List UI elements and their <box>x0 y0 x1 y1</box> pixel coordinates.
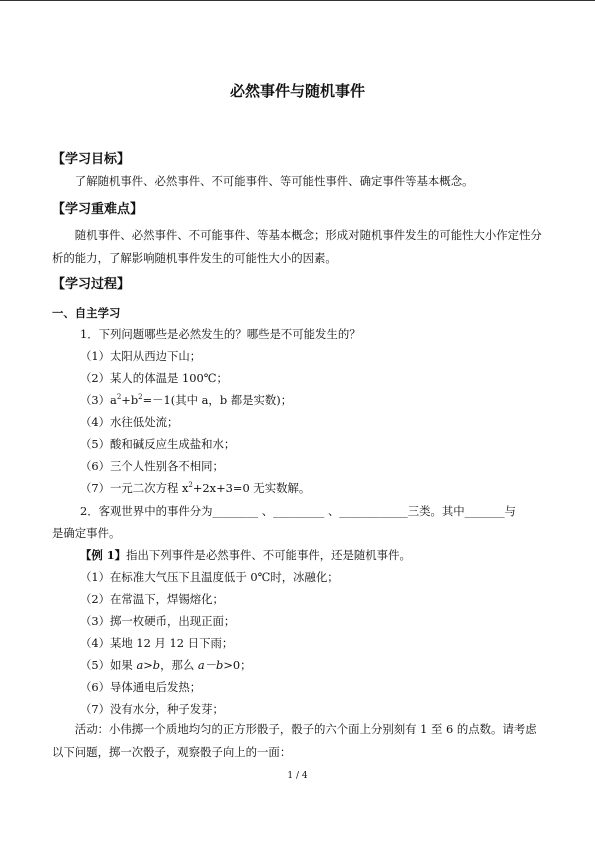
example-1-label: 【例 1】 <box>80 548 127 562</box>
heading-learning-goals: 【学习目标】 <box>52 152 131 167</box>
q1-item-7-post: +2x+3=0 无实数解。 <box>192 481 311 495</box>
example-item-5 <box>80 657 252 673</box>
q1-item-3-mid: +b <box>121 393 139 407</box>
question-2-line-2: 是确定事件。 <box>52 526 121 540</box>
heading-key-difficulties: 【学习重难点】 <box>52 202 144 217</box>
example-item-7: （7）没有水分，种子发芽； <box>80 702 224 716</box>
q1-item-2: （2）某人的体温是 100℃； <box>80 371 228 385</box>
question-1: 1．下列问题哪些是必然发生的？哪些是不可能发生的？ <box>80 327 361 341</box>
q1-item-4: （4）水往低处流； <box>80 415 179 429</box>
example-item-2: （2）在常温下，焊锡熔化； <box>80 592 224 606</box>
superscript-2: 2 <box>188 481 193 490</box>
q1-item-3 <box>80 392 292 408</box>
q1-item-1: （1）太阳从西边下山； <box>80 349 202 363</box>
q1-item-3-pre: （3）a <box>80 393 117 407</box>
example-1-text: 指出下列事件是必然事件、不可能事件，还是随机事件。 <box>126 548 411 562</box>
variable-a: a <box>136 658 144 672</box>
expression-a-minus-b: a－b <box>197 658 224 672</box>
q1-item-7-pre: （7）一元二次方程 x <box>80 481 189 495</box>
q1-item-3-post: =－1(其中 a，b 都是实数)； <box>142 393 293 407</box>
key-difficulties-text: 随机事件、必然事件、不可能事件、等基本概念；形成对随机事件发生的可能性大小作定性分析的能力，了解影响随机事件发生的可能性大小的因素。 <box>52 228 542 265</box>
learning-goals-text: 了解随机事件、必然事件、不可能事件、等可能性事件、确定事件等基本概念。 <box>74 174 474 188</box>
example-item-1: （1）在标准大气压下且温度低于 0℃时，冰融化； <box>80 570 339 584</box>
q1-item-7 <box>80 480 310 496</box>
heading-learning-process: 【学习过程】 <box>52 277 131 292</box>
q1-item-6: （6）三个人性别各不相同； <box>80 459 224 473</box>
document-title: 必然事件与随机事件 <box>229 82 365 100</box>
page-number: 1 / 4 <box>287 771 308 781</box>
q1-item-5: （5）酸和碱反应生成盐和水； <box>80 437 236 451</box>
greater-than: > <box>143 658 153 672</box>
heading-self-study: 一、自主学习 <box>52 306 121 320</box>
example-1 <box>80 547 411 563</box>
example-item-5-pre: （5）如果 <box>80 658 137 672</box>
question-2-line-1: 2．客观世界中的事件分为________ 、_________ 、____________三类。其中_______与 <box>80 504 516 518</box>
example-item-6: （6）导体通电后发热； <box>80 680 202 694</box>
activity-text: 活动：小伟掷一个质地均匀的正方形骰子，骰子的六个面上分别刻有 1 至 6 的点数。请考虑以下问题，掷一次骰子，观察骰子向上的一面： <box>52 722 537 759</box>
example-item-4: （4）某地 12 月 12 日下雨； <box>80 636 234 650</box>
example-item-3: （3）掷一枚硬币，出现正面； <box>80 614 236 628</box>
superscript-2: 2 <box>116 393 122 402</box>
example-item-5-mid: ，那么 <box>160 658 198 672</box>
superscript-2: 2 <box>138 393 143 402</box>
variable-b: b <box>152 658 161 672</box>
example-item-5-post: >0； <box>223 658 252 672</box>
